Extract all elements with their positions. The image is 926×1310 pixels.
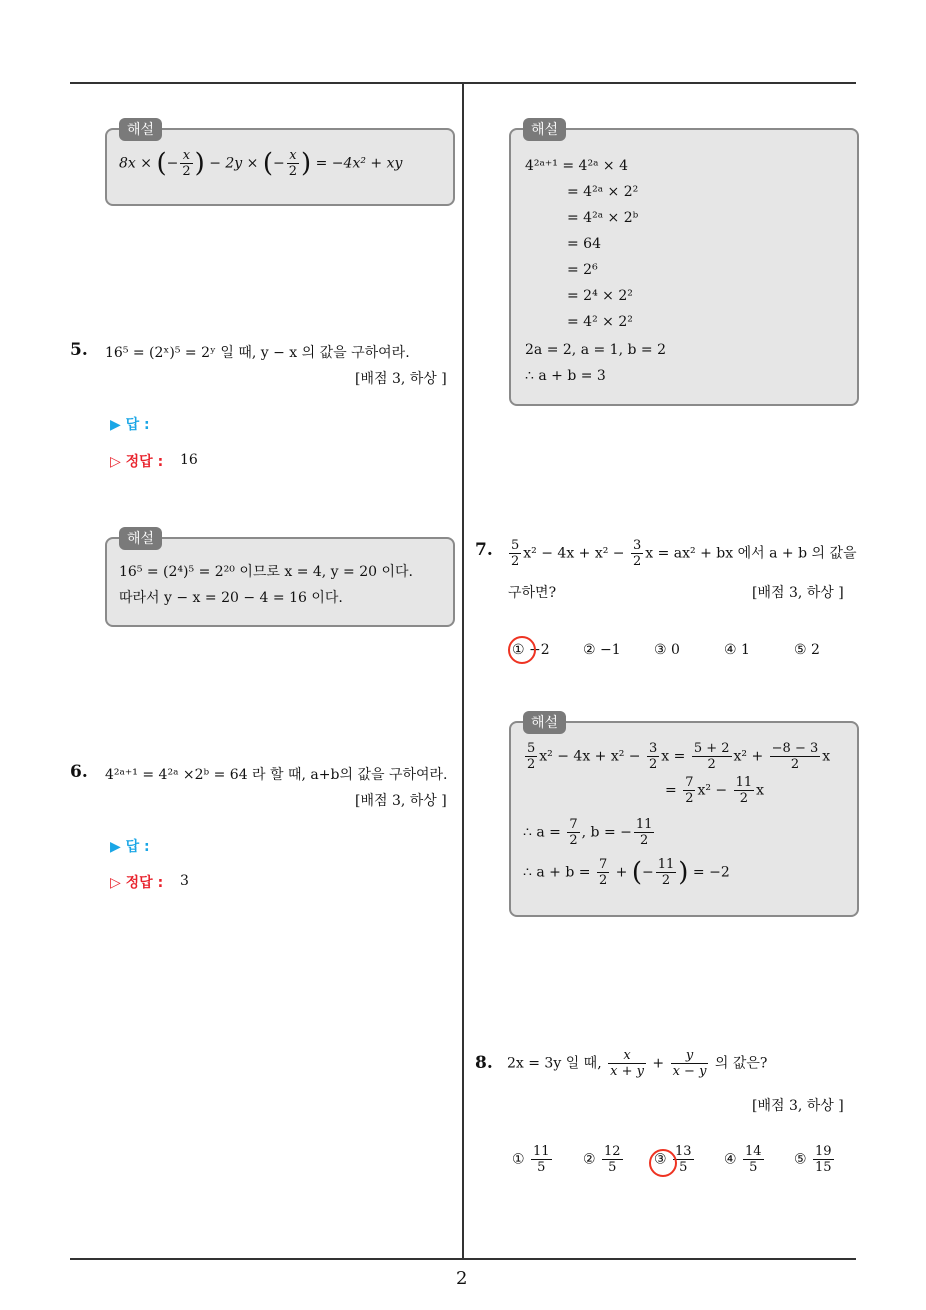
question-text-6: 4²ᵃ⁺¹ = 4²ᵃ ×2ᵇ = 64 라 할 때, a+b의 값을 구하여라. <box>105 767 448 783</box>
solution-tag: 해설 <box>523 118 566 141</box>
question-number-7: 7. <box>475 540 493 560</box>
solution-line: 4²ᵃ⁺¹ = 4²ᵃ × 4 <box>525 158 629 174</box>
selected-answer-mark <box>508 636 536 664</box>
solution-line-4: ∴ a + b = $\frac{7}{2}$ + (− $\frac{11}{2}$ ) = −2 <box>523 857 730 888</box>
solution-line: ∴ a + b = 3 <box>525 368 606 384</box>
choice-3[interactable]: ③ $\frac{13}{5}$ <box>654 1144 692 1175</box>
solution-box-q4 <box>105 122 455 206</box>
solution-line: = 2⁶ <box>567 262 598 278</box>
question-points-7: [배점 3, 하상 ] <box>752 585 844 601</box>
answer-label-5: ▶ 답 : <box>110 417 150 433</box>
choice-1[interactable]: ① −2 <box>512 642 550 658</box>
question-text-7-cont: 구하면? <box>508 585 557 601</box>
question-text-5: 16⁵ = (2ˣ)⁵ = 2ʸ 일 때, y − x 의 값을 구하여라. <box>105 345 410 361</box>
solution-line-2: 따라서 y − x = 20 − 4 = 16 이다. <box>119 590 343 606</box>
solution-line: 2a = 2, a = 1, b = 2 <box>525 342 666 358</box>
solution-line-2: = $\frac{7}{2}$ x² − $\frac{11}{2}$ x <box>665 775 765 806</box>
solution-box-q5 <box>105 531 455 627</box>
question-points-6: [배점 3, 하상 ] <box>355 793 447 809</box>
column-divider <box>462 84 464 1258</box>
solution-tag: 해설 <box>119 118 162 141</box>
choice-2[interactable]: ② −1 <box>583 642 621 658</box>
solution-tag: 해설 <box>523 711 566 734</box>
solution-line: = 2⁴ × 2² <box>567 288 633 304</box>
solution-box-q6 <box>509 122 859 406</box>
correct-label-5: ▷ 정답 : <box>110 454 164 470</box>
question-points-5: [배점 3, 하상 ] <box>355 371 447 387</box>
choice-4[interactable]: ④ 1 <box>724 642 750 658</box>
page-number: 2 <box>456 1268 468 1289</box>
question-text-8: 2x = 3y 일 때, $\frac{x}{x + y}$ + $\frac{y}{x - y}$ 의 값은? <box>507 1048 768 1079</box>
choice-5[interactable]: ⑤ $\frac{19}{15}$ <box>794 1144 832 1175</box>
correct-value-6: 3 <box>180 873 189 889</box>
question-number-5: 5. <box>70 340 88 360</box>
solution-line: 8x × (− $\frac{x}{2}$ ) − 2y × (− $\frac{x}{2}$ ) = −4x² + xy <box>119 148 403 179</box>
solution-line: = 4²ᵃ × 2ᵇ <box>567 210 639 226</box>
solution-box-q7 <box>509 715 859 917</box>
choice-4[interactable]: ④ $\frac{14}{5}$ <box>724 1144 762 1175</box>
solution-line: = 64 <box>567 236 601 252</box>
solution-tag: 해설 <box>119 527 162 550</box>
choice-2[interactable]: ② $\frac{12}{5}$ <box>583 1144 621 1175</box>
solution-line: = 4² × 2² <box>567 314 633 330</box>
choice-3[interactable]: ③ 0 <box>654 642 680 658</box>
solution-line-1: $\frac{5}{2}$ x² − 4x + x² − $\frac{3}{2}$ x = $\frac{5 + 2}{2}$ x² + $\frac{-8 - 3}{2}$ x <box>527 741 831 772</box>
answer-label-6: ▶ 답 : <box>110 839 150 855</box>
selected-answer-mark <box>649 1149 677 1177</box>
correct-label-6: ▷ 정답 : <box>110 875 164 891</box>
choice-5[interactable]: ⑤ 2 <box>794 642 820 658</box>
correct-value-5: 16 <box>180 452 198 468</box>
question-number-8: 8. <box>475 1053 493 1073</box>
solution-line-1: 16⁵ = (2⁴)⁵ = 2²⁰ 이므로 x = 4, y = 20 이다. <box>119 564 413 580</box>
question-text-7: $\frac{5}{2}$ x² − 4x + x² − $\frac{3}{2}$ x = ax² + bx 에서 a + b 의 값을 <box>511 538 857 569</box>
question-number-6: 6. <box>70 762 88 782</box>
solution-line: = 4²ᵃ × 2² <box>567 184 639 200</box>
choice-1[interactable]: ① $\frac{11}{5}$ <box>512 1144 550 1175</box>
bottom-rule <box>70 1258 856 1260</box>
solution-line-3: ∴ a = $\frac{7}{2}$ , b = − $\frac{11}{2}$ <box>523 817 653 848</box>
question-points-8: [배점 3, 하상 ] <box>752 1098 844 1114</box>
